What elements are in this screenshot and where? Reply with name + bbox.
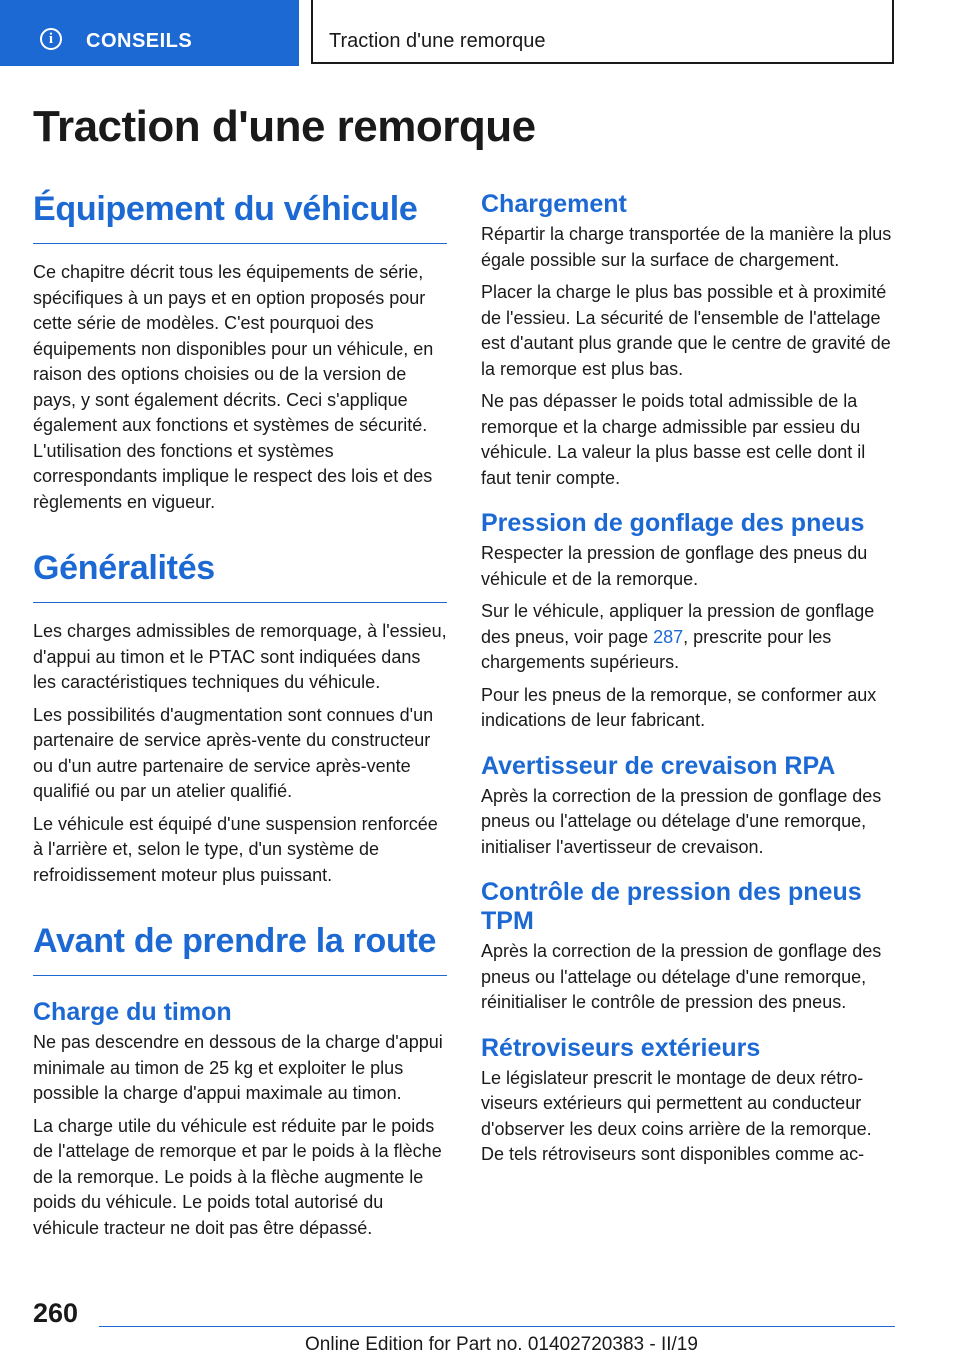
heading-rpa: Avertisseur de crevaison RPA: [481, 751, 836, 780]
pression-text-before: Sur le véhicule, appliquer la pression de gonflage des pneus, voir page: [481, 601, 875, 647]
tab-conseils-label: CONSEILS: [86, 30, 193, 52]
paragraph-generalites-2: Les possibilités d'augmentation sont connues d'un partenaire de service après-vente du constructeur ou d'un autre partenaire de service après-vente qualifié ou par un atelier qualifié.: [33, 704, 434, 801]
right-column: [481, 190, 895, 1168]
header-bar: [0, 0, 960, 66]
heading-generalites: Généralités: [33, 549, 447, 603]
paragraph-equipement: Ce chapitre décrit tous les équipements de série, spécifiques à un pays et en option proposés pour cette série de modèles. C'est pourquoi des équipements non disponibles pour un véhicule, en raison des options choisies ou de la version de pays, y sont également décrits. Ceci s'applique également aux fonctions et systèmes de sécurité. L'utilisation des fonctions et systèmes correspondants implique le respect des lois et des règlements en vigueur.: [33, 262, 434, 512]
paragraph-pression-3: Pour les pneus de la remorque, se conformer aux indications de leur fabricant.: [481, 684, 877, 730]
tab-conseils[interactable]: [0, 0, 299, 66]
pression-text-after: , prescrite pour les chargements supérieurs.: [481, 626, 832, 672]
paragraph-generalites-1: Les charges admissibles de remorquage, à l'essieu, d'appui au timon et le PTAC sont indiquées dans les caractéristiques techniques du véhicule.: [33, 621, 447, 692]
info-icon: i: [40, 28, 62, 50]
section-tab-label: Traction d'une remorque: [329, 30, 546, 52]
edition-text: Online Edition for Part no. 01402720383 - II/19: [305, 1334, 698, 1355]
paragraph-pression-2: [481, 599, 895, 676]
heading-tpm: Contrôle de pression des pneus TPM: [481, 878, 862, 935]
page-number: 260: [33, 1298, 79, 1328]
paragraph-charge-timon-1: Ne pas descendre en dessous de la charge d'appui minimale au timon de 25 kg et exploiter le plus possible la charge d'appui maximale au timon.: [33, 1032, 443, 1103]
paragraph-charge-timon-2: La charge utile du véhicule est réduite par le poids de l'attelage de remorque et par le poids à la flèche de la remorque. Le poids à la flèche augmente le poids du véhicule. Le poids total autorisé du véhicule tracteur ne doit pas être dépassé.: [33, 1115, 442, 1238]
paragraph-generalites-3: Le véhicule est équipé d'une suspension renforcée à l'arrière et, selon le type, d'un système de refroidissement moteur plus puissant.: [33, 813, 438, 885]
heading-equipement: Équipement du véhicule: [33, 190, 447, 244]
paragraph-rpa: Après la correction de la pression de gonflage des pneus ou l'attelage ou dételage d'une remorque, initialiser l'avertisseur de crevaison.: [481, 785, 882, 857]
footer-divider: [99, 1326, 895, 1327]
section-tab: [311, 0, 894, 64]
heading-charge-timon: Charge du timon: [33, 998, 232, 1026]
paragraph-chargement-2: Placer la charge le plus bas possible et à proximité de l'essieu. La sécurité de l'ensemble de l'attelage est d'autant plus grande que le centre de gravité de la remorque est plus bas.: [481, 282, 891, 379]
heading-retroviseurs: Rétroviseurs extérieurs: [481, 1033, 761, 1062]
paragraph-retroviseurs: Le législateur prescrit le montage de deux rétroviseurs extérieurs qui permettent au conducteur d'observer les deux coins arrière de la remorque. De tels rétroviseurs sont disponibles comme ac-: [481, 1067, 872, 1164]
heading-avant-route: Avant de prendre la route: [33, 922, 447, 976]
paragraph-chargement-3: Ne pas dépasser le poids total admissible de la remorque et la charge admissible par essieu du véhicule. La valeur la plus basse est celle dont il faut tenir compte.: [481, 391, 866, 488]
paragraph-pression-1: Respecter la pression de gonflage des pneus du véhicule et de la remorque.: [481, 543, 868, 589]
page-287-link[interactable]: 287: [653, 626, 684, 647]
paragraph-chargement-1: Répartir la charge transportée de la manière la plus égale possible sur la surface de chargement.: [481, 224, 892, 270]
page-title: Traction d'une remorque: [33, 102, 536, 151]
heading-pression: Pression de gonflage des pneus: [481, 509, 865, 537]
heading-chargement: Chargement: [481, 190, 627, 218]
left-column: [33, 190, 447, 1241]
paragraph-tpm: Après la correction de la pression de gonflage des pneus ou l'attelage ou dételage d'une remorque, réinitialiser le contrôle de pression des pneus.: [481, 941, 882, 1012]
